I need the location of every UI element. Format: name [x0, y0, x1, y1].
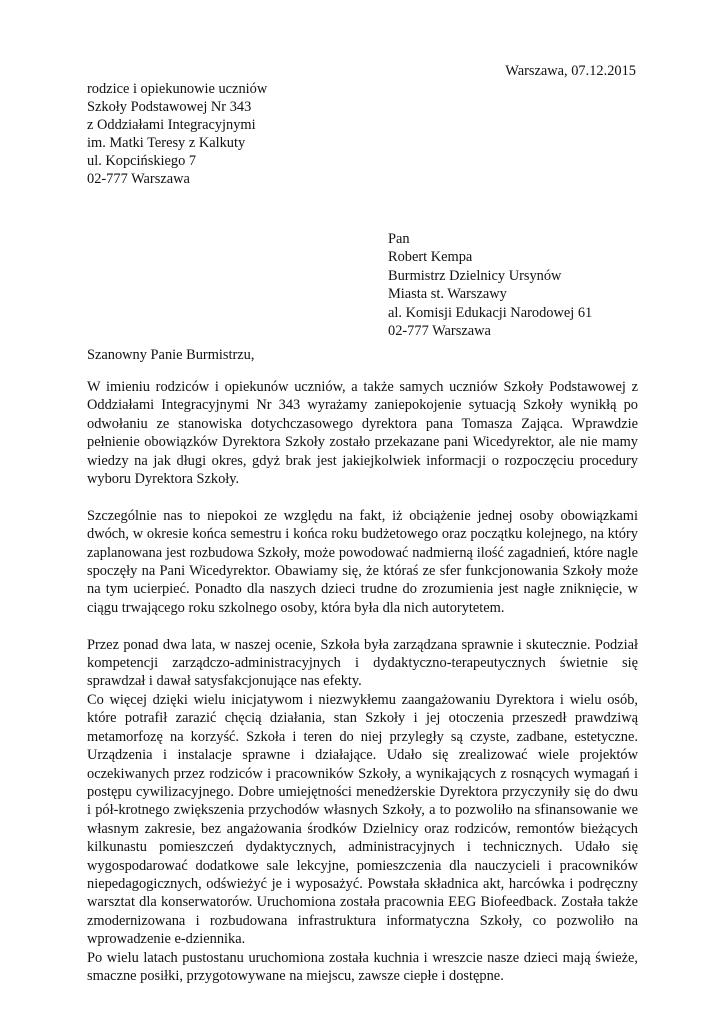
recipient-line: 02-777 Warszawa [388, 323, 491, 340]
recipient-line: Pan [388, 231, 410, 247]
recipient-line: al. Komisji Edukacji Narodowej 61 [388, 304, 593, 321]
recipient-address-block [388, 230, 592, 340]
sender-line: Szkoły Podstawowej Nr 343 [87, 99, 252, 115]
body-paragraph: Co więcej dzięki wielu inicjatywom i niezwykłemu zaangażowaniu Dyrektora i wielu osób, które potrafił zarazić chęcią działania, stan Szkoły i jej otoczenia przeszedł prawdziwą metamorfozę na korzyść. Szkoła i teren do niej przyległy są czyste, zadbane, estetyczne. Urządzenia i instalacje sprawne i działające. Udało się zrealizować wiele projektów oczekiwanych przez rodziców i pracowników Szkoły, a wynikających z rosnących wymagań i postępu cywilizacyjnego. Dobre umiejętności menedżerskie Dyrektora przyczyniły się do dwu i pół-krotnego zwiększenia przychodów własnych Szkoły, a to pozwoliło na sfinansowanie we własnym zakresie, bez angażowania środków Dzielnicy oraz rodziców, remontów bieżących kilkunastu pomieszczeń dydaktycznych, administracyjnych i technicznych. Udało się wygospodarować dodatkowe sale lekcyjne, pomieszczenia dla nauczycieli i pracowników niepedagogicznych, odświeżyć je i wyposażyć. Powstała składnica akt, harcówka i podręczny warsztat dla konserwatorów. Uruchomiona została pracownia EEG Biofeedback. Została także zmodernizowana i rozbudowana infrastruktura informatyczna Szkoły, co pozwoliło na wprowadzenie e-dziennika. [87, 691, 638, 948]
body-paragraph: Szczególnie nas to niepokoi ze względu na fakt, iż obciążenie jednej osoby obowiązkami dwóch, w okresie końca semestru i końca roku budżetowego oraz początku kolejnego, na który zaplanowana jest rozbudowa Szkoły, może powodować nadmierną ilość zagadnień, które nagle spoczęły na Pani Wicedyrektor. Obawiamy się, że któraś ze sfer funkcjonowania Szkoły może na tym ucierpieć. Ponadto dla naszych dzieci trudne do zrozumienia jest nagłe zniknięcie, w ciągu trwającego roku szkolnego osoby, która była dla nich autorytetem. [87, 507, 638, 616]
sender-line: im. Matki Teresy z Kalkuty [87, 135, 246, 151]
sender-line: ul. Kopcińskiego 7 [87, 153, 197, 169]
recipient-line: Robert Kempa [388, 249, 473, 266]
recipient-line: Miasta st. Warszawy [388, 286, 507, 303]
sender-line: rodzice i opiekunowie uczniów [87, 81, 268, 97]
sender-line: 02-777 Warszawa [87, 171, 190, 187]
letter-greeting: Szanowny Panie Burmistrzu, [87, 347, 255, 363]
letter-date: Warszawa, 07.12.2015 [505, 63, 636, 79]
sender-line: z Oddziałami Integracyjnymi [87, 117, 256, 133]
letter-body [87, 378, 638, 985]
sender-address-block [87, 80, 267, 188]
body-paragraph: W imieniu rodziców i opiekunów uczniów, a także samych uczniów Szkoły Podstawowej z Oddziałami Integracyjnymi Nr 343 wyrażamy zaniepokojenie sytuacją Szkoły wynikłą po odwołaniu ze stanowiska dotychczasowego dyrektora pana Tomasza Zająca. Wprawdzie pełnienie obowiązków Dyrektora Szkoły zostało przekazane pani Wicedyrektor, ale nie mamy wiedzy na jak długi okres, gdyż brak jest jakiejkolwiek informacji o rozpoczęciu procedury wyboru Dyrektora Szkoły. [87, 379, 638, 488]
body-paragraph: Przez ponad dwa lata, w naszej ocenie, Szkoła była zarządzana sprawnie i skutecznie. Podział kompetencji zarządczo-administracyjnych i dydaktyczno-terapeutycznych świetnie się sprawdzał i dawał satysfakcjonujące nas efekty. [87, 636, 638, 690]
body-paragraph: Po wielu latach pustostanu uruchomiona została kuchnia i wreszcie nasze dzieci mają świeże, smaczne posiłki, przygotowywane na miejscu, zawsze ciepłe i dostępne. [87, 949, 638, 984]
recipient-line: Burmistrz Dzielnicy Ursynów [388, 267, 562, 284]
